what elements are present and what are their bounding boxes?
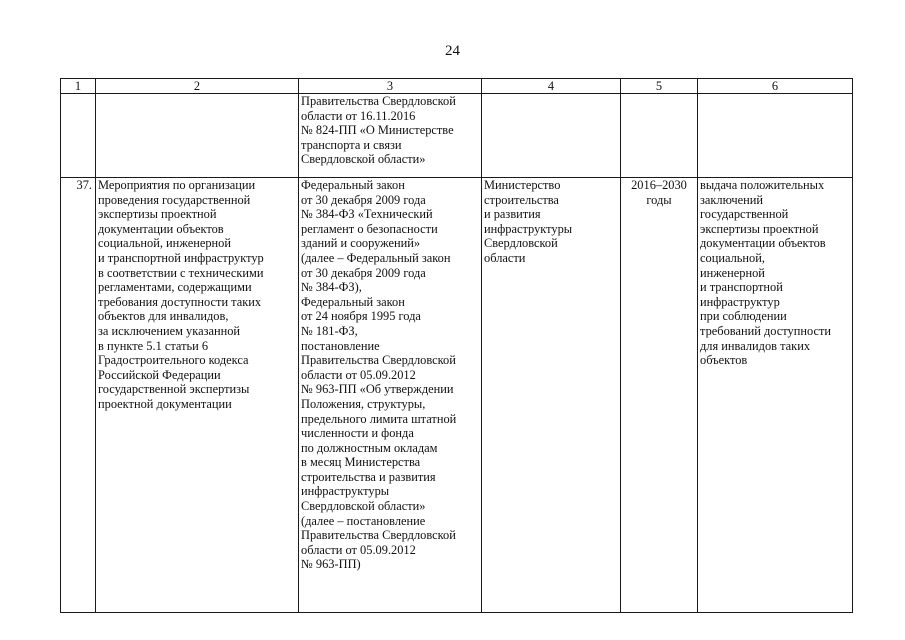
cell-line: Мероприятия по организации xyxy=(98,178,256,192)
cell-line: области xyxy=(484,250,526,265)
cell-line: и развития xyxy=(484,207,541,222)
cell-line: Положения, структуры, xyxy=(301,396,426,411)
cell-line: области от 05.09.2012 xyxy=(301,367,416,382)
cell-line: в пункте 5.1 статьи 6 xyxy=(98,338,209,353)
column-header-6: 6 xyxy=(698,79,853,94)
executor-cell xyxy=(482,178,621,613)
cell-line: государственной экспертизы xyxy=(98,382,250,397)
cell-line: экспертизы проектной xyxy=(98,207,217,222)
cell-line: № 181-ФЗ, xyxy=(301,323,358,338)
result-cell xyxy=(698,178,853,613)
legal-basis-cell xyxy=(299,178,482,613)
cell-line: по должностным окладам xyxy=(301,440,438,455)
cell-line: № 384-ФЗ), xyxy=(301,280,362,295)
cell-line: постановление xyxy=(301,338,380,353)
cell-line: численности и фонда xyxy=(301,426,414,441)
cell-line: (далее – постановление xyxy=(301,513,426,528)
cell-line: строительства xyxy=(484,192,559,207)
cell-line: предельного лимита штатной xyxy=(301,411,457,426)
cell-line: заключений xyxy=(700,192,764,207)
cell-line: инфраструктуры xyxy=(484,221,573,236)
cell-line: Правительства Свердловской xyxy=(301,353,456,368)
cell-line: области от 16.11.2016 xyxy=(301,108,416,123)
page-number: 24 xyxy=(445,43,460,59)
cell-line: в соответствии с техническими xyxy=(98,265,264,280)
period-cell xyxy=(621,178,698,613)
measure-cell xyxy=(96,178,299,613)
cell-line: социальной, инженерной xyxy=(98,236,231,251)
column-number-row xyxy=(61,79,853,94)
cell-line: при соблюдении xyxy=(700,309,787,324)
cell-line: Свердловской области» xyxy=(301,152,426,167)
cell-line: за исключением указанной xyxy=(98,323,241,338)
cell-line: регламент о безопасности xyxy=(301,221,438,236)
cell-line: области от 05.09.2012 xyxy=(301,542,416,557)
cell-line: государственной xyxy=(700,207,789,222)
cell-line: от 30 декабря 2009 года xyxy=(301,265,426,280)
cell-line: требований доступности xyxy=(700,323,832,338)
column-header-1: 1 xyxy=(61,79,96,94)
continuation-measure-cell xyxy=(96,94,299,178)
column-header-3: 3 xyxy=(299,79,482,94)
cell-line: от 24 ноября 1995 года xyxy=(301,309,421,324)
cell-line: Свердловской xyxy=(484,236,558,251)
cell-line: объектов xyxy=(700,353,748,368)
cell-line: зданий и сооружений» xyxy=(301,236,421,251)
cell-line: инженерной xyxy=(700,265,765,280)
continuation-period-cell xyxy=(621,94,698,178)
row-number-cell: 37. xyxy=(61,178,96,613)
cell-line: Правительства Свердловской xyxy=(301,94,456,108)
cell-line: и транспортной xyxy=(700,280,783,295)
column-header-2: 2 xyxy=(96,79,299,94)
column-header-5: 5 xyxy=(621,79,698,94)
cell-line: объектов для инвалидов, xyxy=(98,309,229,324)
cell-line: инфраструктур xyxy=(700,294,780,309)
cell-line: инфраструктуры xyxy=(301,484,390,499)
cell-line: Министерство xyxy=(484,178,561,192)
cell-line: в месяц Министерства xyxy=(301,455,421,470)
continuation-legal-basis-cell xyxy=(299,94,482,178)
cell-line: годы xyxy=(646,192,672,207)
continuation-result-cell xyxy=(698,94,853,178)
column-header-4: 4 xyxy=(482,79,621,94)
cell-line: документации объектов xyxy=(700,236,826,251)
cell-line: социальной, xyxy=(700,250,765,265)
cell-line: Градостроительного кодекса xyxy=(98,353,249,368)
cell-line: Федеральный закон xyxy=(301,178,405,192)
cell-line: требования доступности таких xyxy=(98,294,262,309)
continuation-number-cell xyxy=(61,94,96,178)
cell-line: и транспортной инфраструктур xyxy=(98,250,264,265)
continuation-row xyxy=(61,94,853,178)
cell-line: Российской Федерации xyxy=(98,367,221,382)
cell-line: 2016–2030 xyxy=(631,178,687,192)
cell-line: экспертизы проектной xyxy=(700,221,819,236)
cell-line: транспорта и связи xyxy=(301,137,402,152)
cell-line: Правительства Свердловской xyxy=(301,528,456,543)
table-row-37 xyxy=(61,178,853,613)
cell-line: № 963-ПП) xyxy=(301,557,361,572)
cell-line: № 963-ПП «Об утверждении xyxy=(301,382,454,397)
cell-line: от 30 декабря 2009 года xyxy=(301,192,426,207)
measures-table xyxy=(60,78,853,613)
cell-line: для инвалидов таких xyxy=(700,338,811,353)
cell-line: Свердловской области» xyxy=(301,499,426,514)
cell-line: документации объектов xyxy=(98,221,224,236)
cell-line: № 824-ПП «О Министерстве xyxy=(301,123,454,138)
cell-line: проведения государственной xyxy=(98,192,251,207)
continuation-executor-cell xyxy=(482,94,621,178)
cell-line: № 384-ФЗ «Технический xyxy=(301,207,433,222)
cell-line: выдача положительных xyxy=(700,178,825,192)
cell-line: Федеральный закон xyxy=(301,294,405,309)
cell-line: регламентами, содержащими xyxy=(98,280,252,295)
cell-line: проектной документации xyxy=(98,396,232,411)
cell-line: строительства и развития xyxy=(301,469,436,484)
cell-line: (далее – Федеральный закон xyxy=(301,250,451,265)
